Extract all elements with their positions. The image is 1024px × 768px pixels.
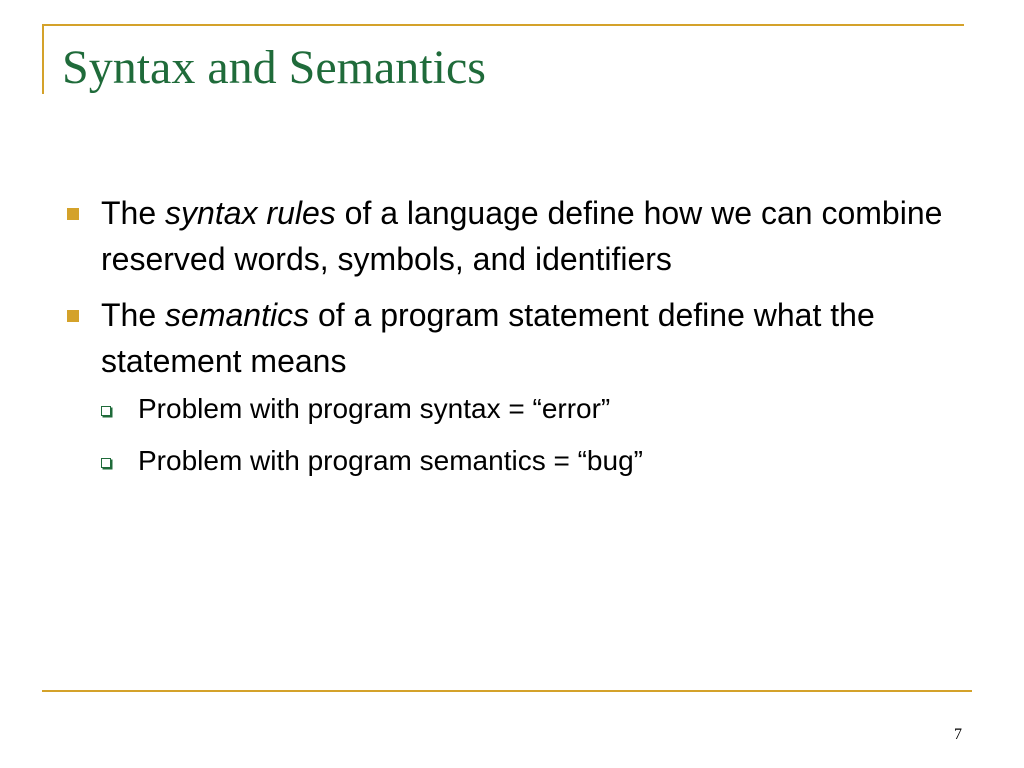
page-number: 7 <box>954 726 962 743</box>
frame-top-rule <box>42 24 964 26</box>
bullet-item-syntax: The syntax rules of a language define how we can combine reserved words, symbols, and identifiers <box>62 190 982 282</box>
hollow-square-bullet-icon <box>101 406 111 416</box>
slide-title: Syntax and Semantics <box>62 41 486 94</box>
bullet-item-semantics: The semantics of a program statement define what the statement means <box>62 292 982 384</box>
square-bullet-icon <box>67 310 79 322</box>
frame-left-rule <box>42 24 44 94</box>
hollow-square-bullet-icon <box>101 458 111 468</box>
sub-bullet-semantics-bug: Problem with program semantics = “bug” <box>62 440 982 482</box>
sub-bullet-list <box>62 388 982 482</box>
footer-rule <box>42 690 972 692</box>
bullet-list <box>62 190 982 482</box>
emphasis-syntax-rules: syntax rules <box>165 195 336 231</box>
square-bullet-icon <box>67 208 79 220</box>
emphasis-semantics: semantics <box>165 297 310 333</box>
sub-bullet-syntax-error: Problem with program syntax = “error” <box>62 388 982 430</box>
